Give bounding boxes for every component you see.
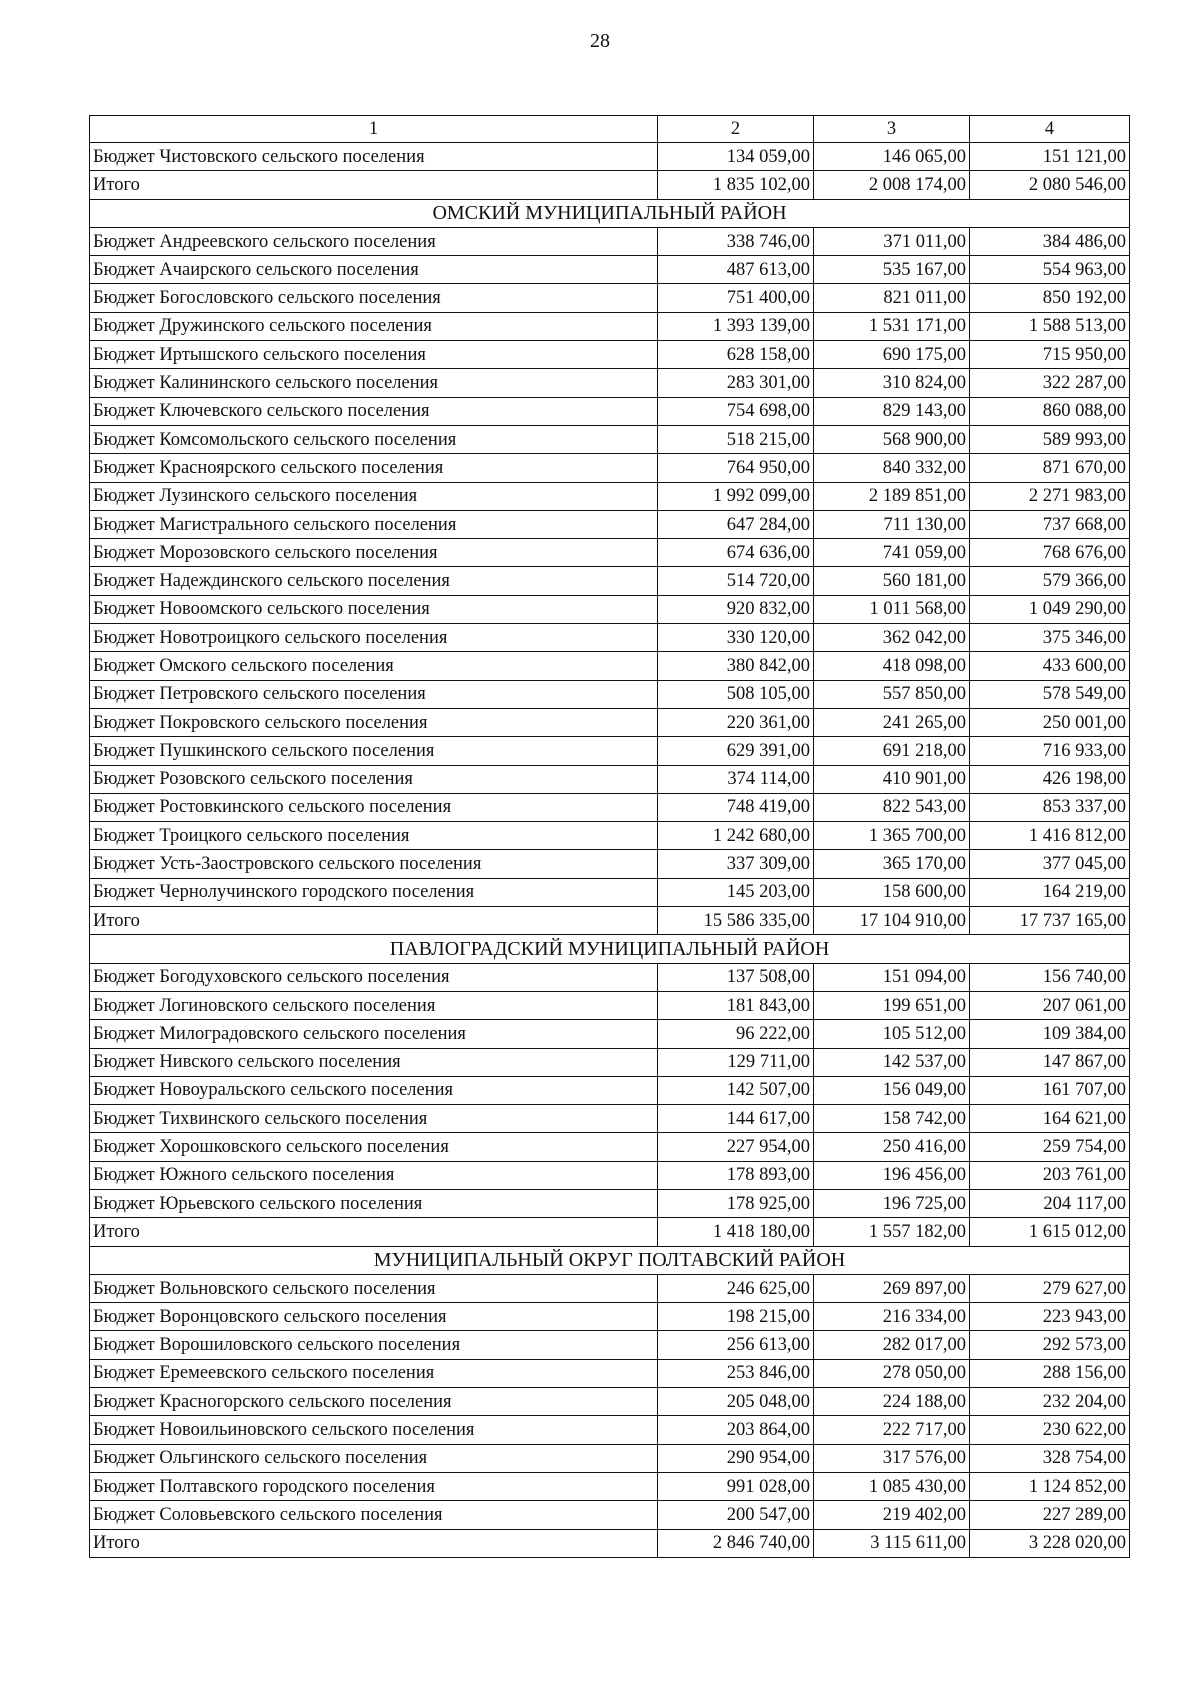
table-row [90,963,1130,991]
budget-name-cell: Бюджет Ольгинского сельского поселения [90,1444,658,1472]
budget-name-cell: Бюджет Вольновского сельского поселения [90,1274,658,1302]
budget-name-cell: Бюджет Юрьевского сельского поселения [90,1189,658,1217]
value-cell-col3: 151 094,00 [814,963,970,991]
column-header-3: 3 [814,116,970,143]
value-cell-col4: 2 080 546,00 [970,171,1130,199]
budget-table [89,115,1130,1558]
section-title: ПАВЛОГРАДСКИЙ МУНИЦИПАЛЬНЫЙ РАЙОН [90,935,1130,963]
value-cell-col4: 850 192,00 [970,284,1130,312]
budget-name-cell: Бюджет Южного сельского поселения [90,1161,658,1189]
table-row [90,1444,1130,1472]
value-cell-col2: 374 114,00 [658,765,814,793]
budget-name-cell: Бюджет Соловьевского сельского поселения [90,1501,658,1529]
value-cell-col2: 290 954,00 [658,1444,814,1472]
value-cell-col3: 535 167,00 [814,256,970,284]
value-cell-col2: 487 613,00 [658,256,814,284]
total-label: Итого [90,171,658,199]
table-row [90,822,1130,850]
budget-name-cell: Бюджет Хорошковского сельского поселения [90,1133,658,1161]
value-cell-col2: 674 636,00 [658,539,814,567]
table-row [90,991,1130,1019]
value-cell-col3: 196 725,00 [814,1189,970,1217]
value-cell-col2: 920 832,00 [658,595,814,623]
value-cell-col4: 292 573,00 [970,1331,1130,1359]
value-cell-col3: 250 416,00 [814,1133,970,1161]
value-cell-col2: 178 925,00 [658,1189,814,1217]
value-cell-col2: 96 222,00 [658,1020,814,1048]
value-cell-col4: 288 156,00 [970,1359,1130,1387]
value-cell-col3: 158 742,00 [814,1105,970,1133]
value-cell-col3: 829 143,00 [814,397,970,425]
value-cell-col3: 840 332,00 [814,454,970,482]
value-cell-col3: 362 042,00 [814,624,970,652]
value-cell-col4: 204 117,00 [970,1189,1130,1217]
budget-name-cell: Бюджет Богословского сельского поселения [90,284,658,312]
value-cell-col3: 241 265,00 [814,708,970,736]
value-cell-col3: 278 050,00 [814,1359,970,1387]
value-cell-col2: 253 846,00 [658,1359,814,1387]
value-cell-col2: 1 393 139,00 [658,312,814,340]
table-row [90,624,1130,652]
value-cell-col2: 991 028,00 [658,1472,814,1500]
budget-name-cell: Бюджет Воронцовского сельского поселения [90,1303,658,1331]
table-row [90,765,1130,793]
value-cell-col4: 250 001,00 [970,708,1130,736]
value-cell-col3: 1 011 568,00 [814,595,970,623]
value-cell-col4: 2 271 983,00 [970,482,1130,510]
value-cell-col4: 147 867,00 [970,1048,1130,1076]
budget-name-cell: Бюджет Андреевского сельского поселения [90,227,658,255]
table-row [90,567,1130,595]
value-cell-col2: 178 893,00 [658,1161,814,1189]
value-cell-col3: 216 334,00 [814,1303,970,1331]
value-cell-col4: 426 198,00 [970,765,1130,793]
budget-name-cell: Бюджет Магистрального сельского поселения [90,510,658,538]
budget-name-cell: Бюджет Красногорского сельского поселения [90,1388,658,1416]
value-cell-col3: 690 175,00 [814,341,970,369]
table-row [90,341,1130,369]
value-cell-col3: 691 218,00 [814,737,970,765]
total-row [90,1218,1130,1246]
table-row [90,482,1130,510]
budget-name-cell: Бюджет Усть-Заостровского сельского поселения [90,850,658,878]
value-cell-col4: 860 088,00 [970,397,1130,425]
value-cell-col4: 17 737 165,00 [970,907,1130,935]
table-row [90,1105,1130,1133]
table-row [90,256,1130,284]
value-cell-col4: 853 337,00 [970,793,1130,821]
table-row [90,454,1130,482]
table-row [90,737,1130,765]
value-cell-col2: 134 059,00 [658,143,814,171]
value-cell-col3: 410 901,00 [814,765,970,793]
value-cell-col3: 142 537,00 [814,1048,970,1076]
value-cell-col4: 279 627,00 [970,1274,1130,1302]
value-cell-col2: 198 215,00 [658,1303,814,1331]
table-row [90,1472,1130,1500]
value-cell-col4: 768 676,00 [970,539,1130,567]
value-cell-col3: 365 170,00 [814,850,970,878]
budget-name-cell: Бюджет Иртышского сельского поселения [90,341,658,369]
value-cell-col2: 283 301,00 [658,369,814,397]
budget-name-cell: Бюджет Ключевского сельского поселения [90,397,658,425]
value-cell-col4: 716 933,00 [970,737,1130,765]
budget-name-cell: Бюджет Тихвинского сельского поселения [90,1105,658,1133]
value-cell-col2: 256 613,00 [658,1331,814,1359]
value-cell-col3: 317 576,00 [814,1444,970,1472]
value-cell-col3: 269 897,00 [814,1274,970,1302]
value-cell-col2: 629 391,00 [658,737,814,765]
value-cell-col4: 3 228 020,00 [970,1529,1130,1557]
budget-name-cell: Бюджет Калининского сельского поселения [90,369,658,397]
value-cell-col3: 418 098,00 [814,652,970,680]
value-cell-col4: 230 622,00 [970,1416,1130,1444]
value-cell-col3: 3 115 611,00 [814,1529,970,1557]
value-cell-col2: 330 120,00 [658,624,814,652]
value-cell-col2: 647 284,00 [658,510,814,538]
budget-name-cell: Бюджет Омского сельского поселения [90,652,658,680]
budget-name-cell: Бюджет Лузинского сельского поселения [90,482,658,510]
value-cell-col3: 310 824,00 [814,369,970,397]
value-cell-col4: 156 740,00 [970,963,1130,991]
value-cell-col3: 219 402,00 [814,1501,970,1529]
budget-name-cell: Бюджет Ростовкинского сельского поселения [90,793,658,821]
budget-name-cell: Бюджет Нивского сельского поселения [90,1048,658,1076]
budget-name-cell: Бюджет Новоуральского сельского поселения [90,1076,658,1104]
budget-name-cell: Бюджет Логиновского сельского поселения [90,991,658,1019]
budget-name-cell: Бюджет Богодуховского сельского поселения [90,963,658,991]
budget-name-cell: Бюджет Комсомольского сельского поселения [90,425,658,453]
value-cell-col3: 146 065,00 [814,143,970,171]
budget-name-cell: Бюджет Ачаирского сельского поселения [90,256,658,284]
value-cell-col2: 1 992 099,00 [658,482,814,510]
table-row [90,878,1130,906]
value-cell-col2: 142 507,00 [658,1076,814,1104]
value-cell-col3: 711 130,00 [814,510,970,538]
value-cell-col4: 161 707,00 [970,1076,1130,1104]
value-cell-col4: 579 366,00 [970,567,1130,595]
value-cell-col3: 156 049,00 [814,1076,970,1104]
section-title: МУНИЦИПАЛЬНЫЙ ОКРУГ ПОЛТАВСКИЙ РАЙОН [90,1246,1130,1274]
value-cell-col4: 375 346,00 [970,624,1130,652]
value-cell-col2: 181 843,00 [658,991,814,1019]
table-header-row [90,116,1130,143]
budget-name-cell: Бюджет Новоомского сельского поселения [90,595,658,623]
section-row [90,1246,1130,1274]
value-cell-col2: 1 418 180,00 [658,1218,814,1246]
value-cell-col2: 15 586 335,00 [658,907,814,935]
value-cell-col4: 589 993,00 [970,425,1130,453]
table-row [90,680,1130,708]
value-cell-col4: 109 384,00 [970,1020,1130,1048]
value-cell-col3: 2 008 174,00 [814,171,970,199]
value-cell-col4: 737 668,00 [970,510,1130,538]
value-cell-col3: 822 543,00 [814,793,970,821]
value-cell-col2: 220 361,00 [658,708,814,736]
table-row [90,539,1130,567]
budget-name-cell: Бюджет Розовского сельского поселения [90,765,658,793]
table-row [90,1076,1130,1104]
value-cell-col2: 227 954,00 [658,1133,814,1161]
value-cell-col4: 715 950,00 [970,341,1130,369]
budget-name-cell: Бюджет Чистовского сельского поселения [90,143,658,171]
value-cell-col4: 871 670,00 [970,454,1130,482]
value-cell-col3: 1 557 182,00 [814,1218,970,1246]
table-row [90,708,1130,736]
value-cell-col3: 371 011,00 [814,227,970,255]
budget-name-cell: Бюджет Ворошиловского сельского поселения [90,1331,658,1359]
table-row [90,369,1130,397]
section-row [90,199,1130,227]
table-row [90,397,1130,425]
value-cell-col4: 1 615 012,00 [970,1218,1130,1246]
value-cell-col4: 207 061,00 [970,991,1130,1019]
budget-name-cell: Бюджет Новоильиновского сельского поселения [90,1416,658,1444]
value-cell-col4: 223 943,00 [970,1303,1130,1331]
table-row [90,312,1130,340]
value-cell-col2: 2 846 740,00 [658,1529,814,1557]
value-cell-col3: 557 850,00 [814,680,970,708]
table-row [90,595,1130,623]
value-cell-col4: 164 621,00 [970,1105,1130,1133]
table-row [90,284,1130,312]
value-cell-col3: 196 456,00 [814,1161,970,1189]
value-cell-col2: 205 048,00 [658,1388,814,1416]
table-body [90,143,1130,1558]
value-cell-col4: 203 761,00 [970,1161,1130,1189]
budget-name-cell: Бюджет Надеждинского сельского поселения [90,567,658,595]
value-cell-col3: 568 900,00 [814,425,970,453]
value-cell-col2: 145 203,00 [658,878,814,906]
value-cell-col3: 1 085 430,00 [814,1472,970,1500]
value-cell-col4: 232 204,00 [970,1388,1130,1416]
budget-name-cell: Бюджет Пушкинского сельского поселения [90,737,658,765]
value-cell-col4: 328 754,00 [970,1444,1130,1472]
value-cell-col3: 560 181,00 [814,567,970,595]
value-cell-col3: 741 059,00 [814,539,970,567]
value-cell-col4: 322 287,00 [970,369,1130,397]
total-label: Итого [90,907,658,935]
value-cell-col2: 137 508,00 [658,963,814,991]
value-cell-col2: 144 617,00 [658,1105,814,1133]
value-cell-col4: 164 219,00 [970,878,1130,906]
budget-name-cell: Бюджет Еремеевского сельского поселения [90,1359,658,1387]
value-cell-col2: 129 711,00 [658,1048,814,1076]
total-row [90,171,1130,199]
section-title: ОМСКИЙ МУНИЦИПАЛЬНЫЙ РАЙОН [90,199,1130,227]
value-cell-col2: 1 242 680,00 [658,822,814,850]
table-row [90,652,1130,680]
value-cell-col2: 751 400,00 [658,284,814,312]
value-cell-col2: 628 158,00 [658,341,814,369]
value-cell-col2: 337 309,00 [658,850,814,878]
table-row [90,143,1130,171]
value-cell-col2: 200 547,00 [658,1501,814,1529]
value-cell-col3: 821 011,00 [814,284,970,312]
table-row [90,1189,1130,1217]
value-cell-col2: 764 950,00 [658,454,814,482]
table-row [90,1331,1130,1359]
value-cell-col2: 754 698,00 [658,397,814,425]
value-cell-col4: 578 549,00 [970,680,1130,708]
column-header-2: 2 [658,116,814,143]
table-row [90,793,1130,821]
value-cell-col3: 1 365 700,00 [814,822,970,850]
budget-name-cell: Бюджет Морозовского сельского поселения [90,539,658,567]
budget-name-cell: Бюджет Новотроицкого сельского поселения [90,624,658,652]
table-row [90,1359,1130,1387]
value-cell-col4: 1 124 852,00 [970,1472,1130,1500]
value-cell-col3: 158 600,00 [814,878,970,906]
value-cell-col2: 246 625,00 [658,1274,814,1302]
table-row [90,1133,1130,1161]
value-cell-col2: 380 842,00 [658,652,814,680]
value-cell-col4: 377 045,00 [970,850,1130,878]
section-row [90,935,1130,963]
value-cell-col4: 384 486,00 [970,227,1130,255]
table-row [90,1161,1130,1189]
budget-name-cell: Бюджет Петровского сельского поселения [90,680,658,708]
value-cell-col4: 259 754,00 [970,1133,1130,1161]
table-row [90,850,1130,878]
value-cell-col2: 338 746,00 [658,227,814,255]
total-label: Итого [90,1529,658,1557]
column-header-1: 1 [90,116,658,143]
table-row [90,227,1130,255]
value-cell-col4: 1 049 290,00 [970,595,1130,623]
budget-name-cell: Бюджет Красноярского сельского поселения [90,454,658,482]
table-row [90,425,1130,453]
column-header-4: 4 [970,116,1130,143]
budget-name-cell: Бюджет Дружинского сельского поселения [90,312,658,340]
value-cell-col2: 1 835 102,00 [658,171,814,199]
value-cell-col4: 433 600,00 [970,652,1130,680]
table-row [90,1274,1130,1302]
value-cell-col4: 1 588 513,00 [970,312,1130,340]
total-row [90,1529,1130,1557]
value-cell-col3: 224 188,00 [814,1388,970,1416]
budget-name-cell: Бюджет Полтавского городского поселения [90,1472,658,1500]
value-cell-col3: 2 189 851,00 [814,482,970,510]
value-cell-col4: 227 289,00 [970,1501,1130,1529]
table-row [90,1388,1130,1416]
value-cell-col2: 514 720,00 [658,567,814,595]
value-cell-col3: 199 651,00 [814,991,970,1019]
total-label: Итого [90,1218,658,1246]
value-cell-col2: 518 215,00 [658,425,814,453]
value-cell-col2: 508 105,00 [658,680,814,708]
value-cell-col4: 554 963,00 [970,256,1130,284]
table-row [90,1303,1130,1331]
table-row [90,1048,1130,1076]
table-row [90,1020,1130,1048]
table-row [90,1501,1130,1529]
budget-name-cell: Бюджет Милоградовского сельского поселения [90,1020,658,1048]
value-cell-col3: 105 512,00 [814,1020,970,1048]
value-cell-col4: 1 416 812,00 [970,822,1130,850]
value-cell-col2: 203 864,00 [658,1416,814,1444]
value-cell-col3: 1 531 171,00 [814,312,970,340]
table-row [90,510,1130,538]
budget-name-cell: Бюджет Покровского сельского поселения [90,708,658,736]
value-cell-col3: 17 104 910,00 [814,907,970,935]
value-cell-col3: 222 717,00 [814,1416,970,1444]
table-row [90,1416,1130,1444]
page-number: 28 [590,30,610,52]
value-cell-col3: 282 017,00 [814,1331,970,1359]
total-row [90,907,1130,935]
budget-name-cell: Бюджет Чернолучинского городского поселения [90,878,658,906]
budget-name-cell: Бюджет Троицкого сельского поселения [90,822,658,850]
value-cell-col4: 151 121,00 [970,143,1130,171]
value-cell-col2: 748 419,00 [658,793,814,821]
